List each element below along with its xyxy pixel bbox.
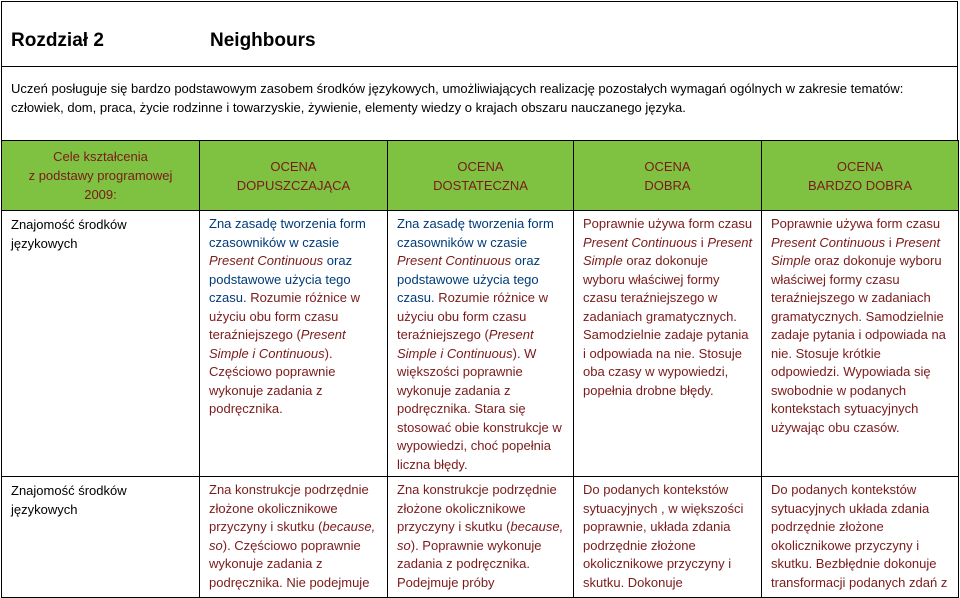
divider <box>2 66 957 67</box>
cell-grade-5: Do podanych kontekstów sytuacyjnych układa zdania podrzędnie złożone okolicznikowe przyczyny i skutku. Bezbłędnie dokonuje transformacji podanych zdań z <box>762 477 959 598</box>
table-row <box>2 477 959 598</box>
header-grade-3: OCENA DOSTATECZNA <box>388 141 574 211</box>
chapter-header-box <box>1 1 958 142</box>
intro-part-1: Uczeń posługuje się bardzo podstawowym zasobem środków językowych, umożliwiających realizację pozostałych wymagań ogólnych w zakresie tematów: <box>11 81 904 96</box>
intro-text <box>11 79 951 117</box>
table-row <box>2 211 959 477</box>
cell-grade-4: Do podanych kontekstów sytuacyjnych , w większości poprawnie, układa zdania podrzędnie złożone okolicznikowe przyczyny i skutku. Dokonuje <box>574 477 762 598</box>
header-grade-5: OCENA BARDZO DOBRA <box>762 141 959 211</box>
intro-part-2: człowiek, dom, praca, życie rodzinne i towarzyskie, żywienie, elementy wiedzy o krajach obszaru nauczanego języka. <box>11 100 686 115</box>
chapter-label: Rozdział 2 <box>11 30 104 51</box>
cell-grade-3: Zna konstrukcje podrzędnie złożone okolicznikowe przyczyny i skutku (because, so). Poprawnie wykonuje zadania z podręcznika. Podejmuje próby <box>388 477 574 598</box>
cell-grade-2: Zna zasadę tworzenia form czasowników w czasie Present Continuous oraz podstawowe użycia tego czasu. Rozumie różnice w użyciu obu form czasu teraźniejszego (Present Simple i Continuous). Częściowo poprawnie wykonuje zadania z podręcznika. <box>200 211 388 477</box>
row-label: Znajomość środków językowych <box>2 211 200 477</box>
cell-grade-4: Poprawnie używa form czasu Present Continuous i Present Simple oraz dokonuje wyboru właściwej formy czasu teraźniejszego w zadaniach gramatycznych. Samodzielnie zadaje pytania i odpowiada na nie. Stosuje oba czasy w wypowiedzi, popełnia drobne błędy. <box>574 211 762 477</box>
row-label: Znajomość środków językowych <box>2 477 200 598</box>
requirements-table <box>1 140 959 598</box>
table-header-row <box>2 141 959 211</box>
chapter-title: Neighbours <box>210 30 316 51</box>
cell-grade-3: Zna zasadę tworzenia form czasowników w czasie Present Continuous oraz podstawowe użycia tego czasu. Rozumie różnice w użyciu obu form czasu teraźniejszego (Present Simple i Continuous). W większości poprawnie wykonuje zadania z podręcznika. Stara się stosować obie konstrukcje w wypowiedzi, choć popełnia liczna błędy. <box>388 211 574 477</box>
header-goals: Cele kształcenia z podstawy programowej 2009: <box>2 141 200 211</box>
header-grade-2: OCENA DOPUSZCZAJĄCA <box>200 141 388 211</box>
cell-grade-2: Zna konstrukcje podrzędnie złożone okolicznikowe przyczyny i skutku (because, so). Częściowo poprawnie wykonuje zadania z podręcznika. Nie podejmuje <box>200 477 388 598</box>
cell-grade-5: Poprawnie używa form czasu Present Continuous i Present Simple oraz dokonuje wyboru właściwej formy czasu teraźniejszego w zadaniach gramatycznych. Samodzielnie zadaje pytania i odpowiada na nie. Stosuje krótkie odpowiedzi. Wypowiada się swobodnie w podanych kontekstach sytuacyjnych używając obu czasów. <box>762 211 959 477</box>
header-grade-4: OCENA DOBRA <box>574 141 762 211</box>
